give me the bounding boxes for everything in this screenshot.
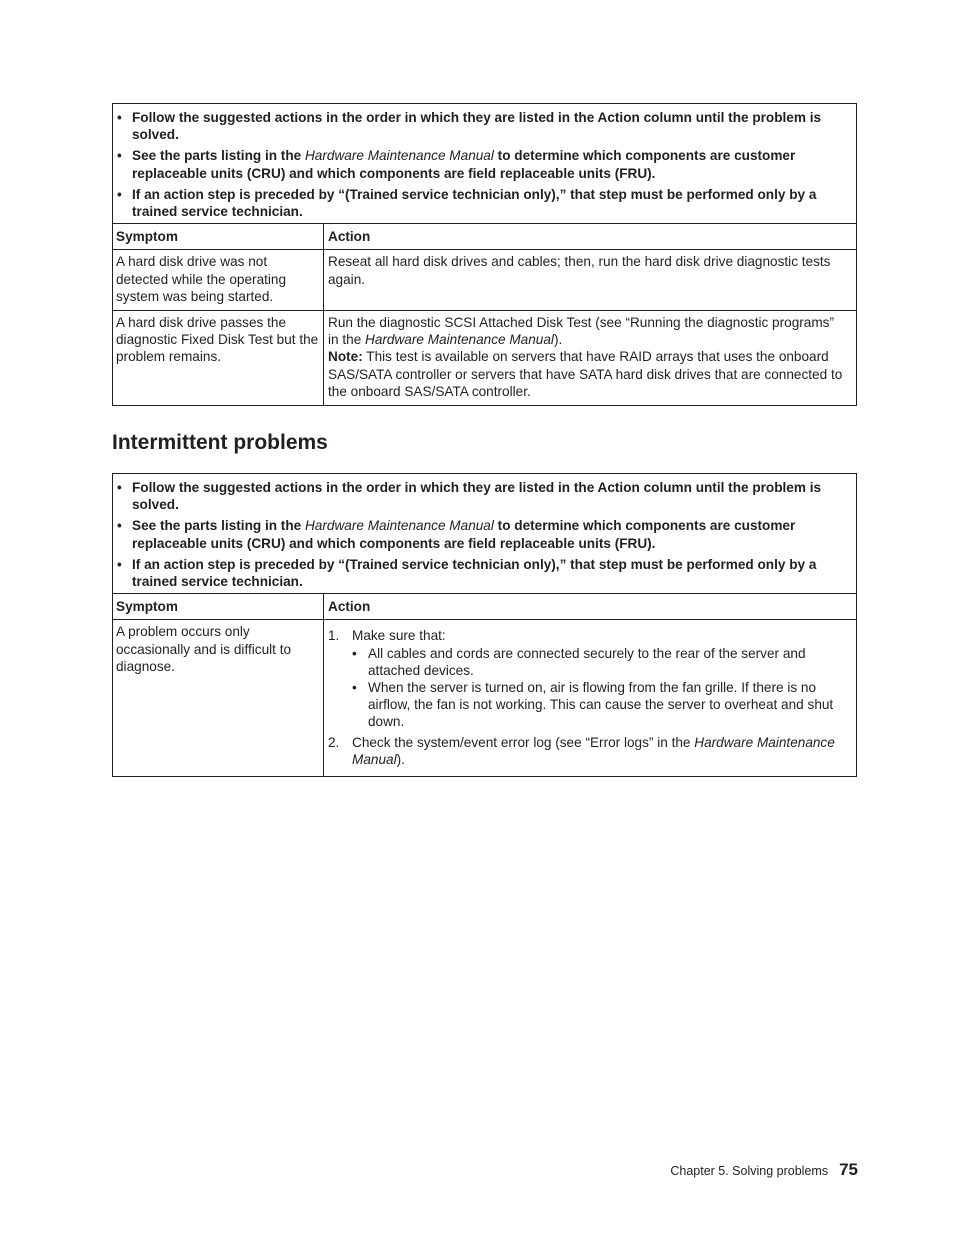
symptom-cell: A hard disk drive was not detected while the operating system was being started. bbox=[113, 250, 324, 310]
symptom-header: Symptom bbox=[113, 594, 324, 619]
step-number: 2. bbox=[328, 734, 340, 750]
manual-title: Hardware Maintenance Manual bbox=[304, 148, 494, 164]
note-text: Follow the suggested actions in the order in which they are listed in the Action column until the problem is solved. bbox=[132, 110, 822, 143]
bullet: • bbox=[117, 186, 122, 202]
manual-title: Hardware Maintenance Manual bbox=[304, 518, 494, 534]
table-header-row bbox=[113, 594, 856, 620]
action-header: Action bbox=[328, 229, 371, 245]
note-item bbox=[117, 517, 850, 551]
step-item bbox=[328, 627, 844, 730]
note-item bbox=[117, 479, 850, 513]
bullet: • bbox=[117, 148, 122, 164]
note-text: Follow the suggested actions in the order in which they are listed in the Action column until the problem is solved. bbox=[132, 480, 822, 513]
section-title: Intermittent problems bbox=[112, 431, 328, 454]
note-item bbox=[117, 186, 850, 220]
note-text: See the parts listing in the Hardware Maintenance Manual to determine which components are customer replaceable units (CRU) and which components are field replaceable units (FRU). bbox=[132, 148, 796, 181]
manual-title: Hardware Maintenance Manual bbox=[365, 332, 554, 348]
bullet: • bbox=[117, 518, 122, 534]
bullet: • bbox=[117, 110, 122, 125]
table-header-row bbox=[113, 224, 856, 250]
note-item bbox=[117, 556, 850, 590]
step-sub-list bbox=[352, 645, 844, 731]
step-text: Check the system/event error log (see “Error logs” in the Hardware Maintenance Manual). bbox=[352, 734, 835, 767]
action-cell bbox=[324, 620, 856, 776]
hard-disk-problems-table bbox=[112, 103, 857, 406]
action-cell: Run the diagnostic SCSI Attached Disk Test (see “Running the diagnostic programs” in the Hardware Maintenance Manual). Note: This test is available on servers that have RAID arrays that uses the onboard SAS/SATA controller or servers that have SATA hard disk drives that are connected to the onboard SAS/SATA controller. bbox=[328, 315, 843, 399]
table-row bbox=[113, 250, 856, 311]
bullet: • bbox=[117, 556, 122, 572]
sub-list-item: • All cables and cords are connected securely to the rear of the server and attached devices. bbox=[352, 645, 806, 678]
note-text: If an action step is preceded by “(Trained service technician only),” that step must be performed only by a trained service technician. bbox=[132, 186, 817, 220]
step-number: 1. bbox=[328, 628, 340, 644]
bullet: • bbox=[117, 480, 122, 495]
note-label: Note: bbox=[328, 349, 363, 365]
action-steps bbox=[328, 627, 844, 768]
intermittent-problems-table bbox=[112, 473, 857, 777]
step-text: Make sure that: bbox=[352, 628, 446, 644]
page-number: 75 bbox=[839, 1160, 858, 1179]
manual-title: Hardware Maintenance Manual bbox=[352, 734, 835, 767]
symptom-header: Symptom bbox=[113, 224, 324, 249]
action-cell: Reseat all hard disk drives and cables; then, run the hard disk drive diagnostic tests again. bbox=[328, 254, 831, 287]
note-item bbox=[117, 147, 850, 181]
table-row bbox=[113, 311, 856, 405]
sub-list-item: • When the server is turned on, air is flowing from the fan grille. If there is no airflow, the fan is not working. This can cause the server to overheat and shut down. bbox=[352, 680, 834, 730]
action-header: Action bbox=[328, 599, 371, 615]
page-footer bbox=[670, 1160, 858, 1180]
table-notes bbox=[113, 474, 856, 594]
note-text: This test is available on servers that have RAID arrays that uses the onboard SAS/SATA controller or servers that have SATA hard disk drives that are connected to the onboard SAS/SATA controller. bbox=[328, 349, 843, 399]
chapter-title: Chapter 5. Solving problems bbox=[670, 1164, 829, 1178]
note-text: If an action step is preceded by “(Trained service technician only),” that step must be performed only by a trained service technician. bbox=[132, 556, 817, 590]
step-item bbox=[328, 734, 844, 768]
table-notes bbox=[113, 104, 856, 224]
table-row bbox=[113, 620, 856, 776]
note-item bbox=[117, 109, 850, 143]
symptom-cell: A hard disk drive passes the diagnostic Fixed Disk Test but the problem remains. bbox=[113, 311, 324, 405]
note-text: See the parts listing in the Hardware Maintenance Manual to determine which components are customer replaceable units (CRU) and which components are field replaceable units (FRU). bbox=[132, 518, 796, 551]
symptom-cell: A problem occurs only occasionally and is difficult to diagnose. bbox=[113, 620, 324, 776]
